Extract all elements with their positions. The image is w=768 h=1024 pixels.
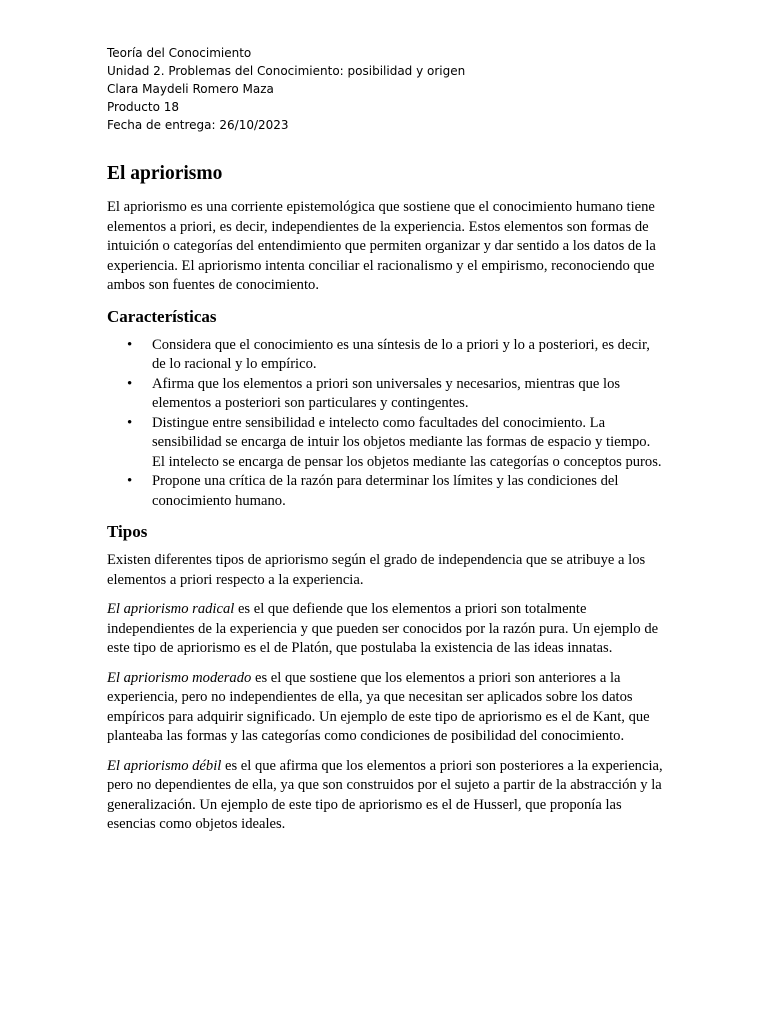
header-author: Clara Maydeli Romero Maza <box>107 82 274 96</box>
type-description: es el que sostiene que los elementos a priori son anteriores a la experiencia, pero no independientes de ella, ya que necesitan ser aplicados sobre los datos empíricos para adquirir significado. Un ejemplo de este tipo de apriorismo es el de Kant, que planteaba las formas y las categorías como condiciones de posibilidad del conocimiento. <box>107 669 650 744</box>
bullet-icon: • <box>127 375 133 392</box>
types-intro-paragraph: Existen diferentes tipos de apriorismo según el grado de independencia que se atribuye a los elementos a priori respecto a la experiencia. <box>107 552 646 588</box>
type-term: El apriorismo moderado <box>107 669 252 686</box>
header-unit: Unidad 2. Problemas del Conocimiento: posibilidad y origen <box>107 64 466 78</box>
list-item <box>107 336 663 375</box>
type-term: El apriorismo débil <box>107 757 222 774</box>
list-item-text: Propone una crítica de la razón para determinar los límites y las condiciones del conocimiento humano. <box>152 473 619 509</box>
header-course: Teoría del Conocimiento <box>107 46 252 60</box>
type-radical-paragraph <box>107 600 663 659</box>
bullet-icon: • <box>127 414 133 431</box>
list-item-text: Distingue entre sensibilidad e intelecto como facultades del conocimiento. La sensibilidad se encarga de intuir los objetos mediante las formas de espacio y tiempo. El intelecto se encarga de pensar los objetos mediante las categorías o conceptos puros. <box>152 414 662 470</box>
type-description: es el que afirma que los elementos a priori son posteriores a la experiencia, pero no dependientes de ella, ya que son construidos por el sujeto a partir de la abstracción y la generalización. Un ejemplo de este tipo de apriorismo es el de Husserl, que proponía las esencias como objetos ideales. <box>107 757 663 832</box>
document-page <box>107 44 663 845</box>
document-title: El apriorismo <box>107 163 223 184</box>
type-weak-paragraph <box>107 757 663 835</box>
list-item-text: Afirma que los elementos a priori son universales y necesarios, mientras que los elementos a posteriori son particulares y contingentes. <box>152 375 621 411</box>
list-item <box>107 472 663 511</box>
bullet-icon: • <box>127 473 133 489</box>
types-heading: Tipos <box>107 522 148 541</box>
intro-paragraph: El apriorismo es una corriente epistemológica que sostiene que el conocimiento humano tiene elementos a priori, es decir, independientes de la experiencia. Estos elementos son formas de intuición o categorías del entendimiento que permiten organizar y dar sentido a los datos de la experiencia. El apriorismo intenta conciliar el racionalismo y el empirismo, reconociendo que ambos son fuentes de conocimiento. <box>107 199 656 293</box>
characteristics-list <box>107 336 663 512</box>
list-item <box>107 375 663 414</box>
list-item <box>107 414 663 473</box>
type-term: El apriorismo radical <box>107 601 235 617</box>
type-moderate-paragraph <box>107 669 663 747</box>
document-header <box>107 44 663 134</box>
characteristics-heading: Características <box>107 306 217 326</box>
bullet-icon: • <box>127 336 133 353</box>
header-due-date: Fecha de entrega: 26/10/2023 <box>107 118 289 132</box>
list-item-text: Considera que el conocimiento es una síntesis de lo a priori y lo a posteriori, es decir, de lo racional y lo empírico. <box>152 336 650 372</box>
header-product: Producto 18 <box>107 100 179 114</box>
type-description: es el que defiende que los elementos a priori son totalmente independientes de la experiencia y que pueden ser conocidos por la razón pura. Un ejemplo de este tipo de apriorismo es el de Platón, que postulaba la existencia de las ideas innatas. <box>107 601 659 656</box>
